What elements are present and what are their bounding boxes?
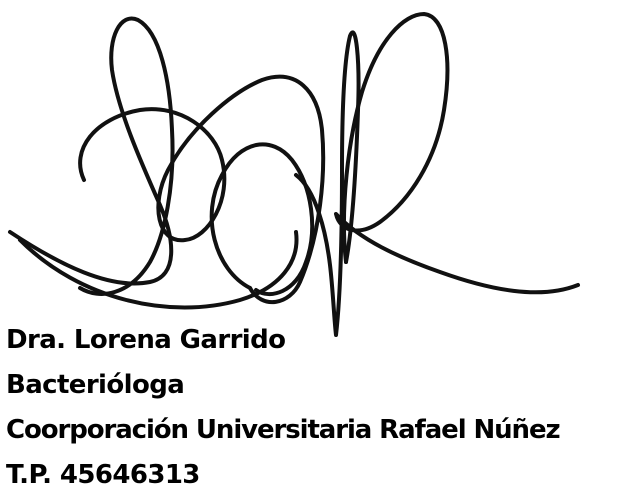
signer-institution: Coorporación Universitaria Rafael Núñez	[6, 415, 560, 445]
signer-caption	[6, 318, 636, 498]
signature-stroke-4	[296, 32, 359, 335]
signature-stroke-3	[212, 144, 312, 294]
signer-profession: Bacterióloga	[6, 370, 185, 400]
signature-stroke-5	[336, 14, 578, 292]
signer-name: Dra. Lorena Garrido	[6, 325, 286, 355]
signer-license: T.P. 45646313	[6, 460, 200, 490]
